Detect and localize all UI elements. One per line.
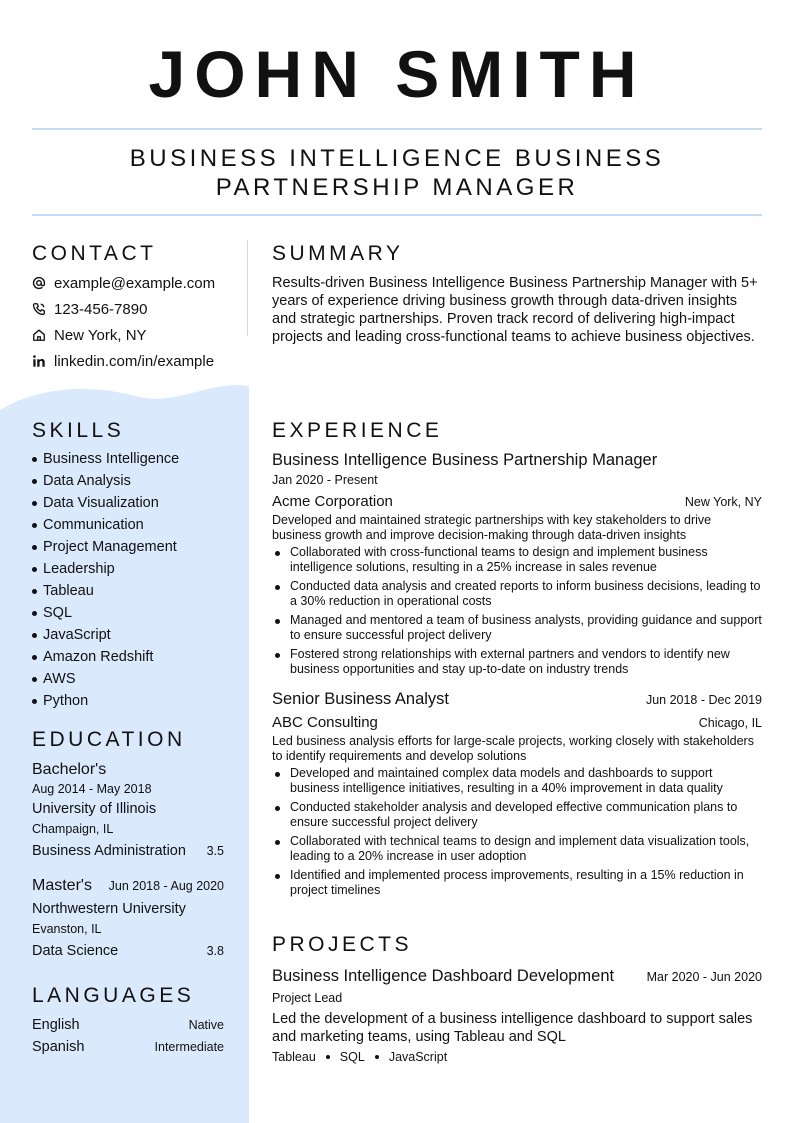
education-entry — [32, 876, 224, 962]
skill-item: Leadership — [32, 558, 224, 580]
job-location: New York, NY — [684, 495, 762, 509]
bullet-dot — [275, 585, 280, 590]
job-bullet: Managed and mentored a team of business analysts, providing guidance and support to ensure successful project delivery — [272, 613, 762, 643]
projects-section — [272, 933, 762, 1066]
skill-item: Business Intelligence — [32, 448, 224, 470]
bullet-dot — [32, 545, 37, 550]
phone-icon — [32, 302, 46, 316]
project-entry — [272, 965, 762, 1066]
education-section — [32, 728, 224, 962]
experience-section — [272, 419, 762, 902]
contact-phone[interactable] — [32, 296, 224, 322]
project-dates: Mar 2020 - Jun 2020 — [646, 970, 762, 984]
job-bullet: Developed and maintained complex data models and dashboards to support business intelligence initiatives, resulting in a 40% improvement in data quality — [272, 766, 762, 796]
job-description: Led business analysis efforts for large-scale projects, working closely with stakeholders to identify requirements and develop solutions — [272, 734, 754, 763]
education-location: Champaign, IL — [32, 822, 114, 836]
bullet-dot — [32, 589, 37, 594]
bullet-dot — [32, 479, 37, 484]
skills-section — [32, 419, 224, 712]
bullet-dot — [275, 874, 280, 879]
bullet-dot — [32, 611, 37, 616]
job-bullet: Fostered strong relationships with external partners and vendors to identify new business opportunities and stay up-to-date on industry trends — [272, 647, 762, 677]
bullet-dot — [32, 633, 37, 638]
skill-item: Tableau — [32, 580, 224, 602]
bullet-dot — [275, 551, 280, 556]
job-location: Chicago, IL — [698, 716, 762, 730]
project-role: Project Lead — [272, 991, 343, 1005]
education-field: Data Science — [32, 943, 119, 959]
job-title-line-1: BUSINESS INTELLIGENCE BUSINESS — [129, 145, 665, 172]
project-tag: JavaScript — [388, 1050, 448, 1064]
contact-linkedin[interactable] — [32, 348, 224, 374]
job-entry — [272, 688, 762, 898]
language-name: Spanish — [32, 1039, 85, 1055]
education-dates: Aug 2014 - May 2018 — [32, 782, 152, 796]
language-item — [32, 1014, 224, 1036]
tag-separator-dot — [375, 1055, 379, 1059]
project-tags — [272, 1048, 762, 1066]
header-divider-top — [32, 128, 762, 130]
skill-item: Project Management — [32, 536, 224, 558]
education-school: Northwestern University — [32, 901, 186, 917]
language-level: Native — [188, 1018, 224, 1032]
languages-section — [32, 984, 224, 1058]
skill-item: AWS — [32, 668, 224, 690]
skill-item: SQL — [32, 602, 224, 624]
bullet-dot — [275, 653, 280, 658]
bullet-dot — [275, 840, 280, 845]
contact-email-text: example@example.com — [54, 274, 216, 292]
contact-divider — [247, 240, 248, 336]
skill-item: Data Analysis — [32, 470, 224, 492]
bullet-dot — [32, 699, 37, 704]
bullet-dot — [32, 523, 37, 528]
skill-item: Python — [32, 690, 224, 712]
job-bullet: Conducted stakeholder analysis and developed effective communication plans to ensure successful project delivery — [272, 800, 762, 830]
job-bullet: Conducted data analysis and created reports to inform business decisions, leading to a 30% reduction in operational costs — [272, 579, 762, 609]
job-bullets — [272, 545, 762, 677]
bullet-dot — [32, 655, 37, 660]
education-heading: EDUCATION — [32, 728, 186, 751]
education-location: Evanston, IL — [32, 922, 102, 936]
project-tag: SQL — [339, 1050, 365, 1064]
job-bullets — [272, 766, 762, 898]
home-icon — [32, 328, 46, 342]
education-degree: Master's — [32, 877, 92, 894]
job-title-header — [0, 144, 794, 202]
education-field: Business Administration — [32, 843, 186, 859]
header-divider-bottom — [32, 214, 762, 216]
bullet-dot — [32, 501, 37, 506]
skill-item: JavaScript — [32, 624, 224, 646]
candidate-name: JOHN SMITH — [148, 37, 646, 111]
job-dates: Jan 2020 - Present — [272, 473, 378, 487]
bullet-dot — [275, 619, 280, 624]
skill-item: Data Visualization — [32, 492, 224, 514]
job-bullet: Collaborated with cross-functional teams to design and implement business intelligence solutions, resulting in a 25% increase in sales revenue — [272, 545, 762, 575]
experience-heading: EXPERIENCE — [272, 419, 443, 442]
job-title-line-2: PARTNERSHIP MANAGER — [215, 174, 579, 201]
bullet-dot — [32, 677, 37, 682]
summary-text: Results-driven Business Intelligence Business Partnership Manager with 5+ years of experience driving business growth through data-driven insights and strategic partnerships. Proven track record of delivering high-impact projects and leading cross-functional teams to achieve business objectives. — [272, 275, 758, 345]
skill-item: Amazon Redshift — [32, 646, 224, 668]
job-dates: Jun 2018 - Dec 2019 — [645, 693, 762, 707]
languages-heading: LANGUAGES — [32, 984, 195, 1007]
job-description: Developed and maintained strategic partnerships with key stakeholders to drive business growth and improve decision-making through data-driven insights — [272, 513, 712, 542]
tag-separator-dot — [326, 1055, 330, 1059]
contact-section — [32, 242, 224, 374]
at-icon — [32, 276, 46, 290]
job-title: Business Intelligence Business Partnership Manager — [272, 451, 658, 469]
job-bullet: Collaborated with technical teams to design and implement data visualization tools, leading to a 20% increase in user adoption — [272, 834, 762, 864]
language-item — [32, 1036, 224, 1058]
job-bullet: Identified and implemented process improvements, resulting in a 15% reduction in project timelines — [272, 868, 762, 898]
education-dates: Jun 2018 - Aug 2020 — [108, 879, 224, 893]
summary-section — [272, 242, 762, 346]
education-degree: Bachelor's — [32, 761, 107, 778]
bullet-dot — [32, 567, 37, 572]
education-gpa: 3.5 — [206, 844, 224, 858]
projects-heading: PROJECTS — [272, 933, 413, 956]
job-entry — [272, 449, 762, 677]
education-gpa: 3.8 — [206, 944, 224, 958]
contact-email[interactable] — [32, 270, 224, 296]
project-tag: Tableau — [272, 1050, 316, 1064]
job-company: Acme Corporation — [272, 493, 393, 510]
project-description: Led the development of a business intelligence dashboard to support sales and marketing teams, using Tableau and SQL — [272, 1011, 753, 1045]
bullet-dot — [32, 457, 37, 462]
skills-heading: SKILLS — [32, 419, 125, 442]
language-name: English — [32, 1017, 80, 1033]
contact-phone-text: 123-456-7890 — [54, 300, 148, 318]
skill-item: Communication — [32, 514, 224, 536]
language-level: Intermediate — [154, 1040, 224, 1054]
bullet-dot — [275, 772, 280, 777]
contact-location-text: New York, NY — [54, 326, 147, 344]
job-title: Senior Business Analyst — [272, 690, 450, 708]
education-school: University of Illinois — [32, 801, 157, 817]
project-title: Business Intelligence Dashboard Development — [272, 967, 615, 985]
skills-list — [32, 448, 224, 712]
summary-heading: SUMMARY — [272, 242, 404, 265]
bullet-dot — [275, 806, 280, 811]
contact-heading: CONTACT — [32, 242, 157, 265]
job-company: ABC Consulting — [272, 714, 378, 731]
linkedin-icon — [32, 354, 46, 368]
contact-linkedin-text: linkedin.com/in/example — [54, 352, 215, 370]
education-entry — [32, 760, 224, 862]
contact-location — [32, 322, 224, 348]
